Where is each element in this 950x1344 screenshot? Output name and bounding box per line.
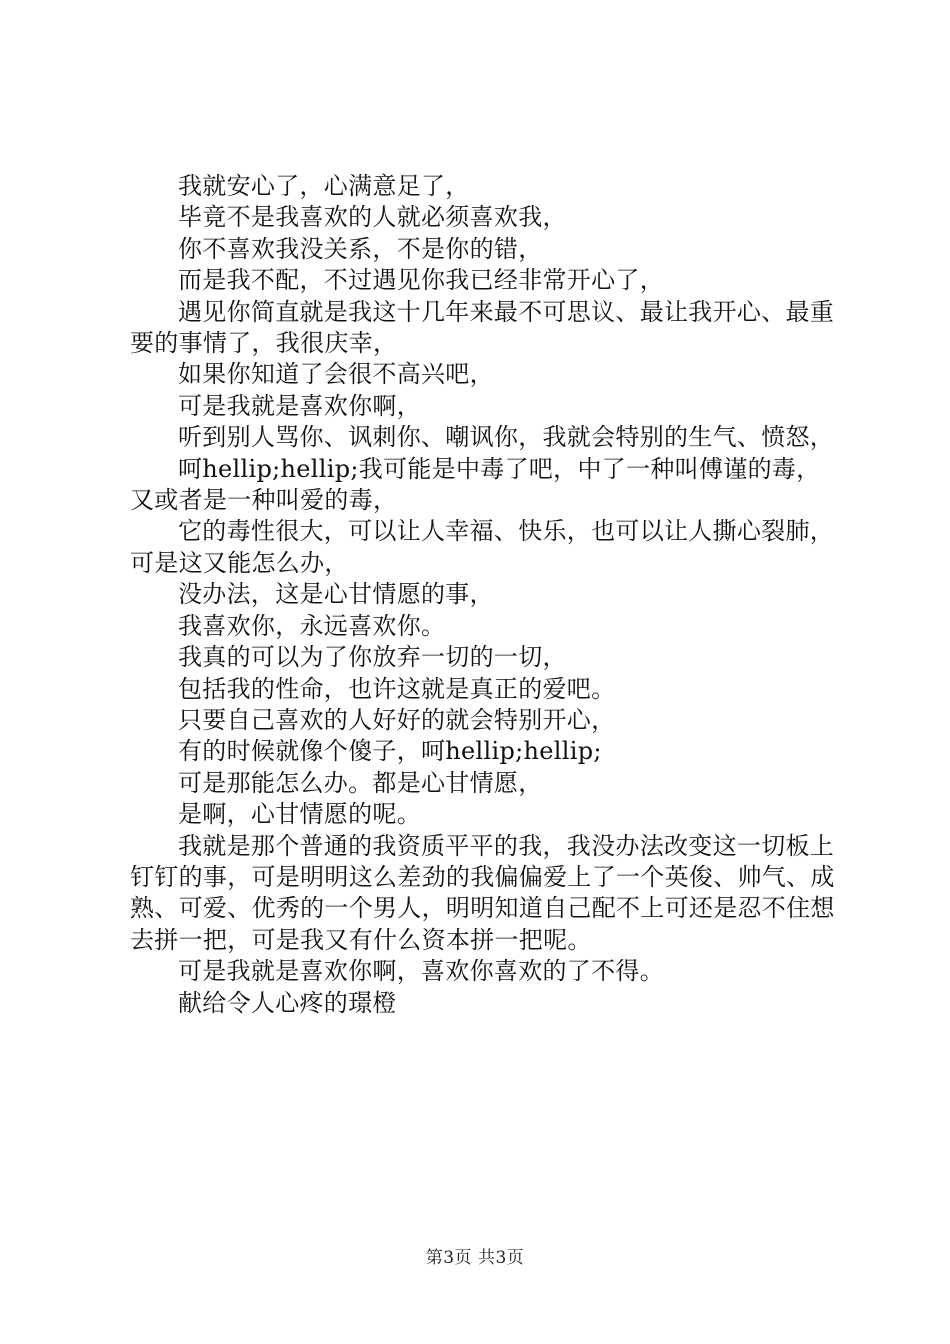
paragraph: 而是我不配，不过遇见你我已经非常开心了， [178,266,664,295]
paragraph: 可是我就是喜欢你啊， [178,391,421,420]
paragraph: 呵hellip;hellip;我可能是中毒了吧，中了一种叫傅谨的毒，又或者是一种叫爱的毒， [130,454,821,515]
paragraph: 是啊，心甘情愿的呢。 [178,800,421,829]
paragraph: 没办法，这是心甘情愿的事， [178,580,494,609]
paragraph: 听到别人骂你、讽刺你、嘲讽你，我就会特别的生气、愤怒， [178,423,835,452]
paragraph: 你不喜欢我没关系，不是你的错， [178,234,543,263]
paragraph: 我就安心了，心满意足了， [178,172,470,200]
paragraph: 可是那能怎么办。都是心甘情愿， [178,768,543,797]
document-body [130,171,835,1019]
paragraph: 可是我就是喜欢你啊，喜欢你喜欢的了不得。 [178,957,664,986]
page-number-label: 第3页 共3页 [425,1248,525,1268]
page-footer [0,1243,950,1268]
paragraph: 我喜欢你，永远喜欢你。 [178,611,446,640]
paragraph: 毕竟不是我喜欢的人就必须喜欢我， [178,203,567,232]
paragraph: 我真的可以为了你放弃一切的一切， [178,643,567,672]
paragraph: 包括我的性命，也许这就是真正的爱吧。 [178,674,616,703]
paragraph: 遇见你简直就是我这十几年来最不可思议、最让我开心、最重要的事情了，我很庆幸， [130,297,835,358]
paragraph: 献给令人心疼的璟橙 [178,988,397,1017]
paragraph: 我就是那个普通的我资质平平的我，我没办法改变这一切板上钉钉的事，可是明明这么差劲的我偏偏爱上了一个英俊、帅气、成熟、可爱、优秀的一个男人，明明知道自己配不上可还是忍不住想去拼一把，可是我又有什么资本拼一把呢。 [130,831,835,954]
paragraph: 它的毒性很大，可以让人幸福、快乐，也可以让人撕心裂肺，可是这又能怎么办， [130,517,835,577]
paragraph: 只要自己喜欢的人好好的就会特别开心， [178,705,616,734]
paragraph: 有的时候就像个傻子，呵hellip;hellip; [178,737,602,766]
paragraph: 如果你知道了会很不高兴吧， [178,360,494,389]
